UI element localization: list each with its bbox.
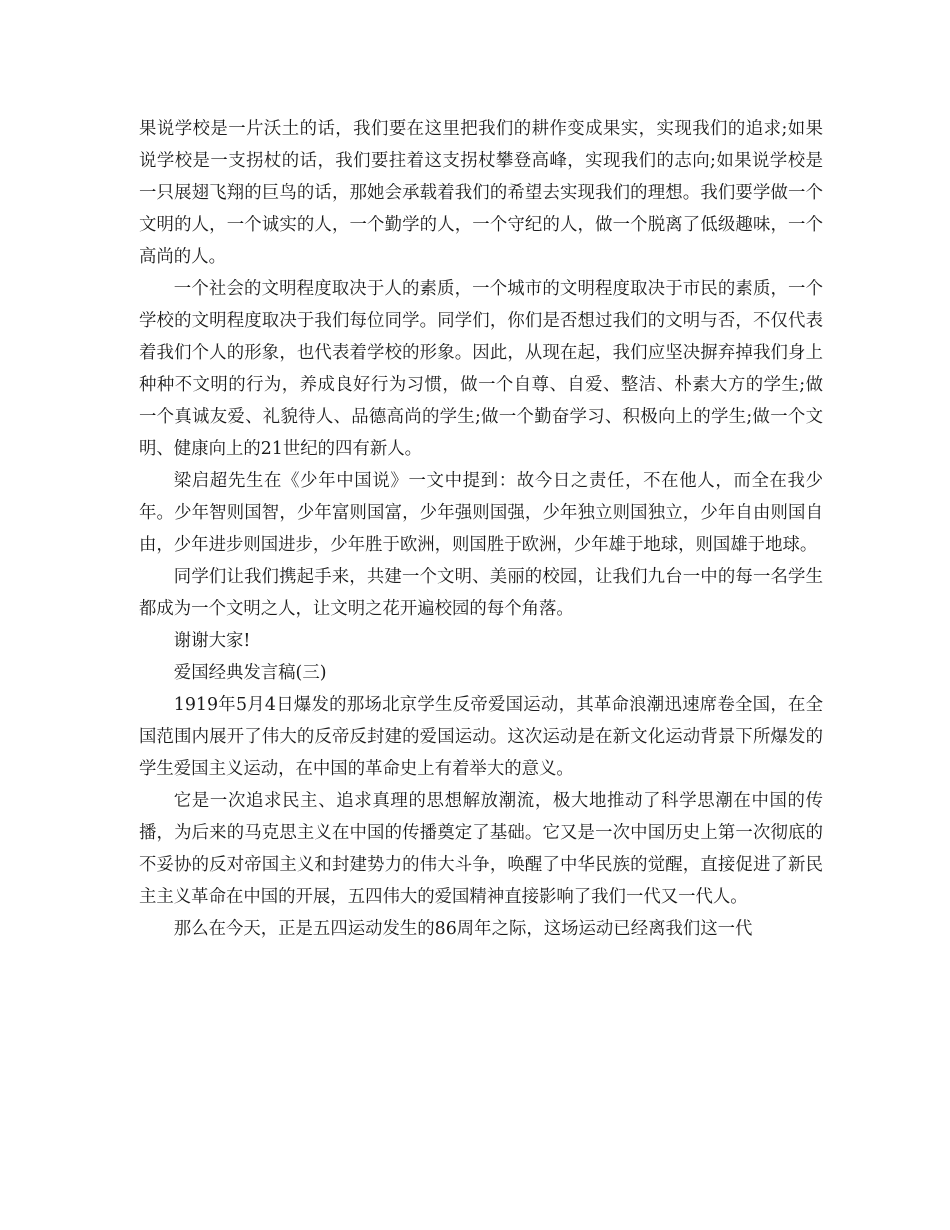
document-body xyxy=(139,113,823,945)
paragraph-civilization: 一个社会的文明程度取决于人的素质，一个城市的文明程度取决于市民的素质，一个学校的文明程度取决于我们每位同学。同学们，你们是否想过我们的文明与否，不仅代表着我们个人的形象，也代表着学校的形象。因此，从现在起，我们应坚决摒弃掉我们身上种种不文明的行为，养成良好行为习惯，做一个自尊、自爱、整洁、朴素大方的学生;做一个真诚友爱、礼貌待人、品德高尚的学生;做一个勤奋学习、积极向上的学生;做一个文明、健康向上的21世纪的四有新人。 xyxy=(139,279,823,459)
paragraph-liang-qichao: 梁启超先生在《少年中国说》一文中提到：故今日之责任，不在他人，而全在我少年。少年智则国智，少年富则国富，少年强则国强，少年独立则国独立，少年自由则国自由，少年进步则国进步，少年胜于欧洲，则国胜于欧洲，少年雄于地球，则国雄于地球。 xyxy=(139,471,823,555)
paragraph-thanks: 谢谢大家! xyxy=(173,631,251,651)
paragraph-may-fourth: 1919年5月4日爆发的那场北京学生反帝爱国运动，其革命浪潮迅速席卷全国，在全国范围内展开了伟大的反帝反封建的爱国运动。这次运动是在新文化运动背景下所爆发的学生爱国主义运动，在中国的革命史上有着举大的意义。 xyxy=(139,695,823,779)
paragraph-call-to-action: 同学们让我们携起手来，共建一个文明、美丽的校园，让我们九台一中的每一名学生都成为一个文明之人，让文明之花开遍校园的每个角落。 xyxy=(139,567,823,619)
paragraph-school-metaphor: 果说学校是一片沃土的话，我们要在这里把我们的耕作变成果实，实现我们的追求;如果说学校是一支拐杖的话，我们要拄着这支拐杖攀登高峰，实现我们的志向;如果说学校是一只展翅飞翔的巨鸟的话，那她会承载着我们的希望去实现我们的理想。我们要学做一个文明的人，一个诚实的人，一个勤学的人，一个守纪的人，做一个脱离了低级趣味，一个高尚的人。 xyxy=(139,119,823,267)
paragraph-significance: 它是一次追求民主、追求真理的思想解放潮流，极大地推动了科学思潮在中国的传播，为后来的马克思主义在中国的传播奠定了基础。它又是一次中国历史上第一次彻底的不妥协的反对帝国主义和封建势力的伟大斗争，唤醒了中华民族的觉醒，直接促进了新民主主义革命在中国的开展，五四伟大的爱国精神直接影响了我们一代又一代人。 xyxy=(139,791,823,907)
paragraph-today: 那么在今天，正是五四运动发生的86周年之际，这场运动已经离我们这一代 xyxy=(173,919,753,939)
section-heading: 爱国经典发言稿(三) xyxy=(173,663,327,683)
